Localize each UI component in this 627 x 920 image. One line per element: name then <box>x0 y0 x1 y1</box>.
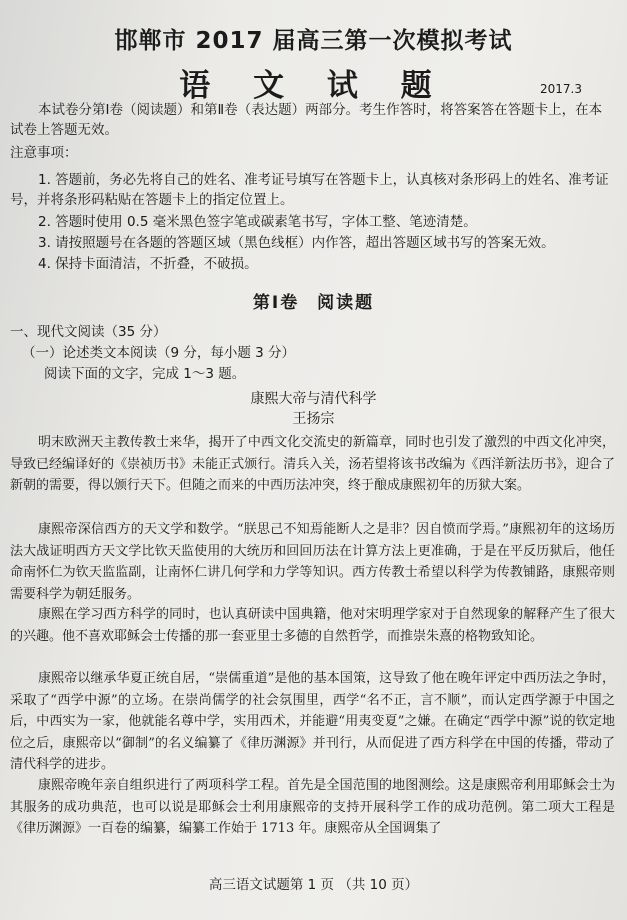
part-title: 第Ⅰ卷 阅读题 <box>252 293 375 313</box>
notice-item: 4. 保持卡面清洁，不折叠，不破损。 <box>38 256 258 272</box>
article-title: 康熙大帝与清代科学 <box>250 391 377 407</box>
article-paragraph: 康熙帝晚年亲自组织进行了两项科学工程。首先是全国范围的地图测绘。这是康熙帝利用耶稣会士为其服务的成功典范，也可以说是耶稣会士利用康熙帝的支持开展科学工作的成功范例。第二项大工程是《律历渊源》一百卷的编纂，编纂工作始于 1713 年。康熙帝从全国调集了 <box>10 778 615 836</box>
article-paragraph: 康熙帝以继承华夏正统自居，“崇儒重道”是他的基本国策，这导致了他在晚年评定中西历法之争时，采取了“西学中源”的立场。在崇尚儒学的社会氛围里，西学“名不正，言不顺”，而认定西学源于中国之后，中西实为一家，他就能名尊中学，实用西术，并能避“用夷变夏”之嫌。在确定“西学中源”说的钦定地位之后，康熙帝以“御制”的名义编纂了《律历渊源》并刊行，从而促进了西方科学在中国的传播，带动了清代科学的进步。 <box>10 671 615 772</box>
reading-instruction: 阅读下面的文字，完成 1～3 题。 <box>44 366 246 382</box>
page-footer: 高三语文试题第 1 页 （共 10 页） <box>208 877 419 893</box>
article-paragraph: 康熙帝深信西方的天文学和数学。“朕思己不知焉能断人之是非？因自愤而学焉。”康熙初年的这场历法大战证明西方天文学比钦天监使用的大统历和回回历法在计算方法上更准确，于是在平反历狱后，他任命南怀仁为钦天监监副，让南怀仁讲几何学和力学等知识。西方传教士希望以科学为传教铺路，康熙帝则需要科学为朝廷服务。 <box>10 522 615 602</box>
section-heading: 一、现代文阅读（35 分） <box>10 324 167 340</box>
subsection-heading: （一）论述类文本阅读（9 分，每小题 3 分） <box>22 345 296 361</box>
article-paragraph: 康熙在学习西方科学的同时，也认真研读中国典籍，他对宋明理学家对于自然现象的解释产生了很大的兴趣。他不喜欢耶稣会士传播的那一套亚里士多德的自然哲学，而推崇朱熹的格物致知论。 <box>10 607 615 644</box>
exam-date: 2017.3 <box>540 82 582 96</box>
subject-title: 语 文 试 题 <box>179 68 448 104</box>
article-author: 王扬宗 <box>292 411 335 427</box>
notice-item: 2. 答题时使用 0.5 毫米黑色签字笔或碳素笔书写，字体工整、笔迹清楚。 <box>38 214 477 230</box>
exam-title: 邯郸市 2017 届高三第一次模拟考试 <box>114 28 513 54</box>
notice-heading: 注意事项： <box>10 145 78 161</box>
article-paragraph: 明末欧洲天主教传教士来华，揭开了中西文化交流史的新篇章，同时也引发了激烈的中西文化冲突，导致已经编译好的《崇祯历书》未能正式颁行。清兵入关，汤若望将该书改编为《西洋新法历书》，迎合了新朝的需要，得以颁行天下。但随之而来的中西历法冲突，终于酿成康熙初年的历狱大案。 <box>10 435 615 493</box>
notice-item: 3. 请按照题号在各题的答题区域（黑色线框）内作答，超出答题区域书写的答案无效。 <box>38 235 555 251</box>
intro-text: 本试卷分第Ⅰ卷（阅读题）和第Ⅱ卷（表达题）两部分。考生作答时，将答案答在答题卡上，在本试卷上答题无效。 <box>10 102 603 138</box>
notice-item: 1. 答题前，务必先将自己的姓名、准考证号填写在答题卡上，认真核对条形码上的姓名、准考证号，并将条形码粘贴在答题卡上的指定位置上。 <box>10 172 609 208</box>
